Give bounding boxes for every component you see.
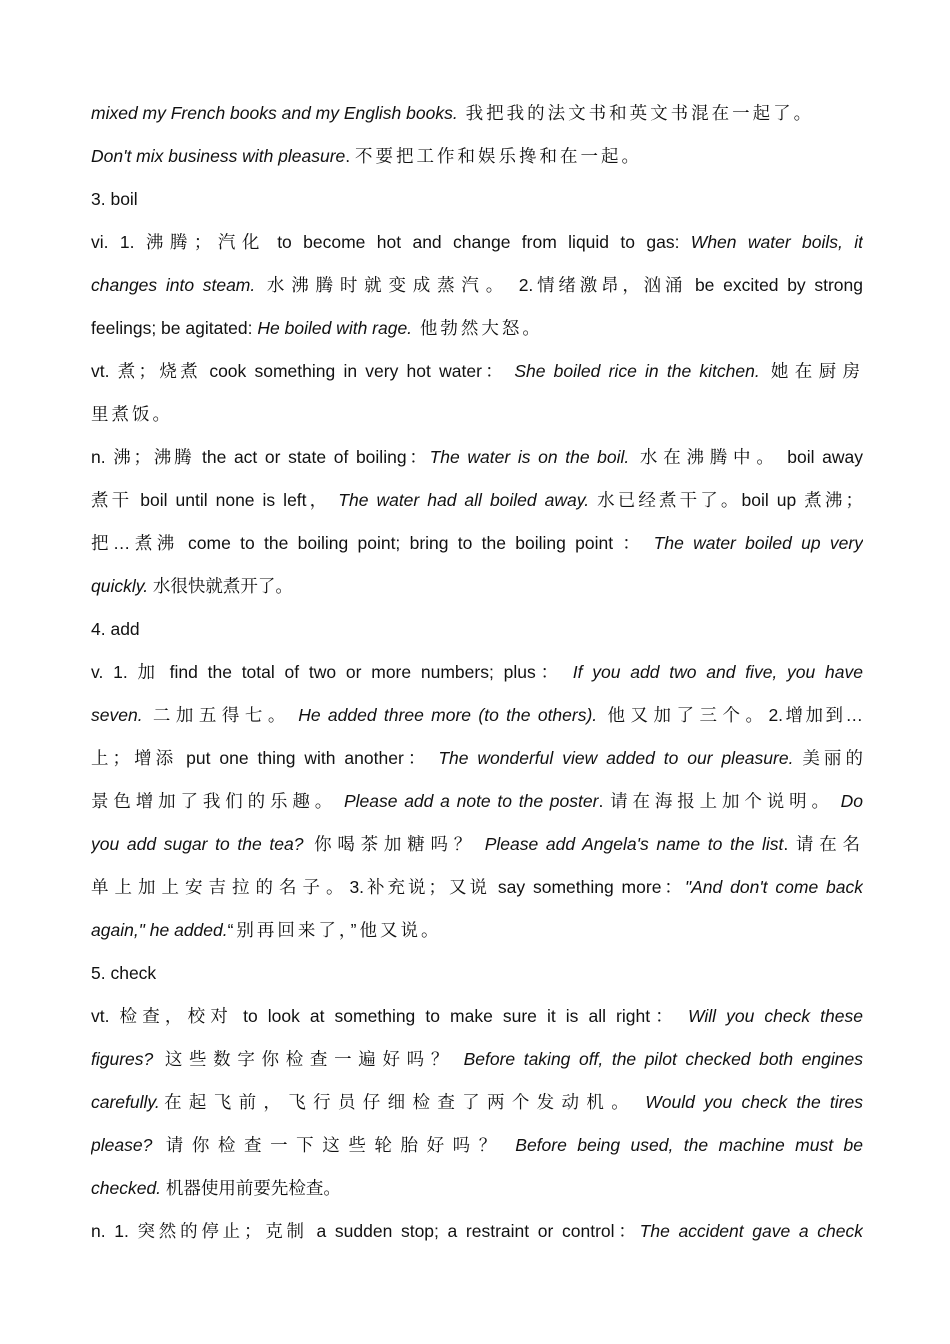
example-sentence: you add sugar to the tea?	[91, 834, 304, 854]
text-line	[91, 1038, 863, 1081]
line-segment: n. 沸；沸腾 the act or state of boiling：	[91, 447, 430, 467]
text-body	[91, 92, 863, 1253]
example-sentence: The accident gave a check	[639, 1221, 863, 1241]
example-sentence: The water boiled up very	[653, 533, 863, 553]
text-line	[91, 522, 863, 565]
line-segment: 水很快就煮开了。	[148, 576, 293, 596]
example-sentence: Please add Angela's name to the list	[484, 834, 784, 854]
example-sentence: Would you check the tires	[645, 1092, 863, 1112]
line-segment	[834, 791, 841, 811]
line-segment: 3. boil	[91, 189, 138, 209]
example-sentence: The water had all boiled away.	[338, 490, 590, 510]
example-sentence: quickly.	[91, 576, 149, 596]
line-segment: vi. 1. 沸腾；汽化 to become hot and change from liquid to gas:	[91, 232, 691, 252]
example-sentence: Will you check these	[688, 1006, 863, 1026]
line-segment: 把…煮沸 come to the boiling point; bring to the boiling point ：	[91, 533, 654, 553]
line-segment: 请在名	[795, 834, 863, 854]
text-line	[91, 952, 863, 995]
line-segment	[477, 834, 485, 854]
line-segment	[337, 791, 344, 811]
line-segment: 2.增加到…	[768, 705, 863, 725]
line-segment: 水在沸腾中。	[629, 447, 780, 467]
example-sentence: changes into steam.	[91, 275, 256, 295]
line-segment: 3.补充说；又说 say something more：	[349, 877, 685, 897]
text-line	[91, 780, 863, 823]
line-segment: 不要把工作和娱乐搀和在一起。	[355, 146, 643, 166]
line-segment: 水已经煮干了。boil up 煮沸；	[589, 490, 863, 510]
line-segment: 水沸腾时就变成蒸汽。	[255, 275, 511, 295]
text-line	[91, 178, 863, 221]
example-sentence: carefully.	[91, 1092, 160, 1112]
example-sentence: Before taking off, the pilot checked both engines	[463, 1049, 863, 1069]
text-line	[91, 1210, 863, 1253]
example-sentence: Please add a note to the poster	[343, 791, 599, 811]
line-segment: 请在海报上加个说明。	[610, 791, 834, 811]
text-line	[91, 608, 863, 651]
line-segment	[636, 1092, 645, 1112]
line-segment: n. 1. 突然的停止；克制 a sudden stop; a restraint or control：	[91, 1221, 640, 1241]
text-line	[91, 737, 863, 780]
line-segment: boil away	[779, 447, 863, 467]
text-line	[91, 436, 863, 479]
text-line	[91, 909, 863, 952]
text-line	[91, 995, 863, 1038]
example-sentence: Do	[840, 791, 863, 811]
text-line	[91, 264, 863, 307]
example-sentence: mixed my French books and my English books.	[91, 103, 458, 123]
text-line	[91, 823, 863, 866]
example-sentence: again," he added.	[91, 920, 228, 940]
line-segment: 里煮饭。	[91, 404, 173, 424]
example-sentence: Don't mix business with pleasure	[91, 146, 346, 166]
line-segment: 美丽的	[793, 748, 863, 768]
line-segment: 我把我的法文书和英文书混在一起了。	[457, 103, 815, 123]
text-line	[91, 866, 863, 909]
text-line	[91, 135, 863, 178]
text-line	[91, 350, 863, 393]
text-line	[91, 1124, 863, 1167]
line-segment: 2.情绪激昂，汹涌 be excited by strong	[510, 275, 863, 295]
text-line	[91, 307, 863, 350]
line-segment: 这些数字你检查一遍好吗？	[153, 1049, 456, 1069]
line-segment	[455, 1049, 464, 1069]
example-sentence: He boiled with rage.	[257, 318, 413, 338]
example-sentence: The wonderful view added to our pleasure.	[438, 748, 794, 768]
line-segment: 你喝茶加糖吗？	[303, 834, 478, 854]
line-segment: .	[783, 834, 796, 854]
example-sentence: "And don't come back	[684, 877, 863, 897]
line-segment: 煮干 boil until none is left，	[91, 490, 339, 510]
line-segment: 他勃然大怒。	[412, 318, 543, 338]
text-line	[91, 221, 863, 264]
text-line	[91, 479, 863, 522]
line-segment: vt. 检查，校对 to look at something to make sure it is all right：	[91, 1006, 689, 1026]
line-segment: 4. add	[91, 619, 140, 639]
example-sentence: If you add two and five, you have	[572, 662, 863, 682]
text-line	[91, 393, 863, 436]
line-segment: 5. check	[91, 963, 157, 983]
example-sentence: please?	[91, 1135, 153, 1155]
text-line	[91, 1167, 863, 1210]
line-segment: 二加五得七。	[142, 705, 291, 725]
line-segment: vt. 煮；烧煮 cook something in very hot water：	[91, 361, 515, 381]
text-line	[91, 694, 863, 737]
line-segment: .	[345, 146, 356, 166]
example-sentence: He added three more (to the others).	[298, 705, 598, 725]
line-segment: 她在厨房	[759, 361, 863, 381]
line-segment: feelings; be agitated:	[91, 318, 258, 338]
example-sentence: The water is on the boil.	[429, 447, 630, 467]
example-sentence: She boiled rice in the kitchen.	[514, 361, 760, 381]
line-segment: 请你检查一下这些轮胎好吗？	[152, 1135, 505, 1155]
line-segment: 在起飞前，飞行员仔细检查了两个发动机。	[159, 1092, 637, 1112]
example-sentence: When water boils, it	[690, 232, 863, 252]
example-sentence: seven.	[91, 705, 143, 725]
line-segment: 单上加上安吉拉的名子。	[91, 877, 350, 897]
text-line	[91, 1081, 863, 1124]
line-segment: “别再回来了，”他又说。	[227, 920, 442, 940]
line-segment: .	[598, 791, 611, 811]
example-sentence: figures?	[91, 1049, 154, 1069]
text-line	[91, 92, 891, 135]
line-segment	[505, 1135, 515, 1155]
line-segment: v. 1. 加 find the total of two or more numbers; plus：	[91, 662, 573, 682]
line-segment: 上；增添 put one thing with another：	[91, 748, 439, 768]
example-sentence: Before being used, the machine must be	[515, 1135, 863, 1155]
text-line	[91, 651, 863, 694]
example-sentence: checked.	[91, 1178, 162, 1198]
line-segment: 景色增加了我们的乐趣。	[91, 791, 338, 811]
text-line	[91, 565, 863, 608]
line-segment: 他又加了三个。	[597, 705, 769, 725]
line-segment: 机器使用前要先检查。	[161, 1178, 341, 1198]
